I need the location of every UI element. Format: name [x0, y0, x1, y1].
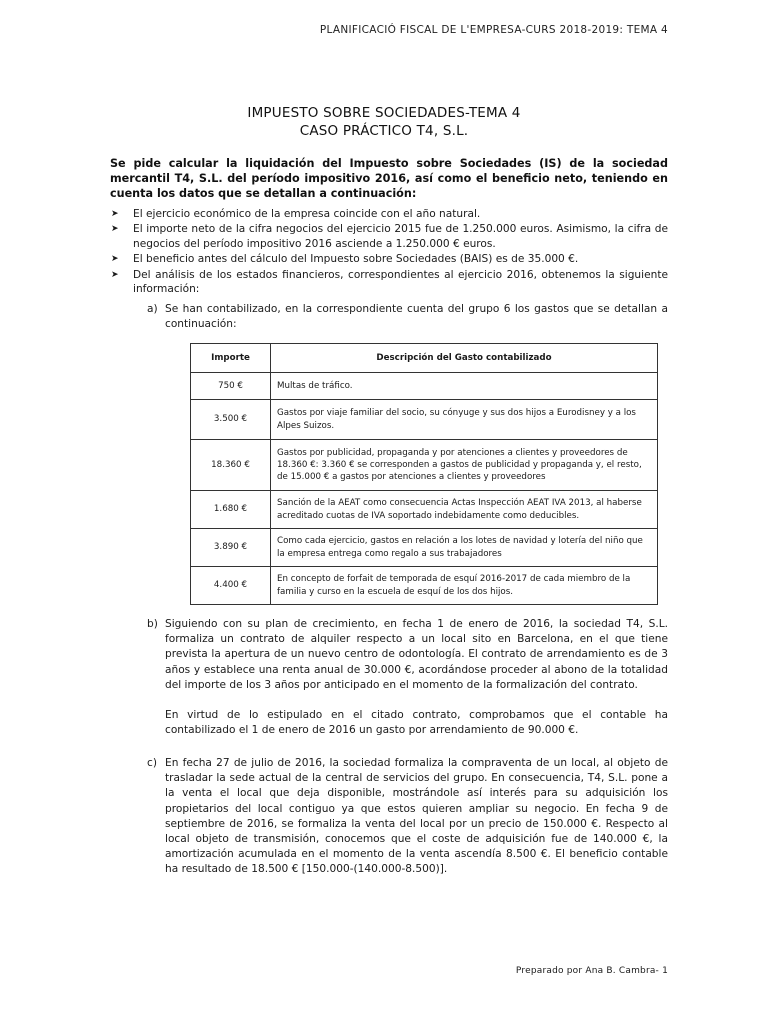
bullet-item	[111, 207, 668, 222]
bullet-item	[111, 252, 668, 267]
page-header: PLANIFICACIÓ FISCAL DE L'EMPRESA-CURS 2018-2019: TEMA 4	[319, 24, 668, 36]
bullet-item	[111, 268, 668, 298]
table-row	[191, 567, 658, 605]
page-footer: Preparado por Ana B. Cambra- 1	[515, 966, 668, 976]
bullet-item	[111, 222, 668, 252]
table-row	[191, 529, 658, 567]
arrow-right-icon: ➤	[111, 254, 119, 265]
section-c-text: En fecha 27 de julio de 2016, la sociedad formaliza la compraventa de un local, al objeto de trasladar la sede actual de la central de servicios del grupo. En consecuencia, T4, S.L. pone a la venta el local que deja disponible, mostrándole así interés para su adquisición los propietarios del local contiguo ya que estos quieren ampliar su negocio. En fecha 9 de septiembre de 2016, se formaliza la venta del local por un precio de 150.000 €. Respecto al local objeto de transmisión, conocemos que el coste de adquisición fue de 140.000 €, la amortización acumulada en el momento de la venta ascendía 8.500 €. El beneficio contable ha resultado de 18.500 € [150.000-(140.000-8.500)].	[165, 757, 668, 876]
expense-description: Multas de tráfico.	[271, 373, 658, 400]
bullet-text: El ejercicio económico de la empresa coincide con el año natural.	[133, 208, 481, 220]
data-bullet-list	[111, 207, 668, 298]
table-row	[191, 400, 658, 440]
expenses-table	[190, 343, 658, 605]
arrow-right-icon: ➤	[111, 269, 119, 280]
section-b-label: b)	[147, 618, 158, 630]
section-a-label: a)	[147, 303, 158, 315]
title-line-1: IMPUESTO SOBRE SOCIEDADES-TEMA 4	[247, 105, 521, 121]
table-row	[191, 440, 658, 491]
section-c-label: c)	[147, 757, 157, 769]
expense-description: Como cada ejercicio, gastos en relación a los lotes de navidad y lotería del niño que la empresa entrega como regalo a sus trabajadores	[271, 529, 658, 567]
table-row	[191, 491, 658, 529]
expense-amount: 1.680 €	[191, 491, 271, 529]
expense-description: Gastos por viaje familiar del socio, su cónyuge y sus dos hijos a Eurodisney y a los Alpes Suizos.	[271, 400, 658, 440]
column-header-amount: Importe	[191, 344, 271, 373]
expense-amount: 18.360 €	[191, 440, 271, 491]
bullet-text: El beneficio antes del cálculo del Impuesto sobre Sociedades (BAIS) es de 35.000 €.	[133, 253, 579, 266]
expense-amount: 4.400 €	[191, 567, 271, 605]
expense-amount: 3.890 €	[191, 529, 271, 567]
section-b-text-1: Siguiendo con su plan de crecimiento, en fecha 1 de enero de 2016, la sociedad T4, S.L. formaliza un contrato de alquiler respecto a un local sito en Barcelona, en el que tiene prevista la apertura de un nuevo centro de odontología. El contrato de arrendamiento es de 3 años y establece una renta anual de 30.000 €, acordándose proceder al abono de la totalidad del importe de los 3 años por anticipado en el momento de la formalización del contrato.	[165, 618, 668, 691]
section-b	[147, 617, 668, 738]
arrow-right-icon: ➤	[111, 224, 119, 235]
column-header-description: Descripción del Gasto contabilizado	[271, 344, 658, 373]
expense-description: Sanción de la AEAT como consecuencia Actas Inspección AEAT IVA 2013, al haberse acreditado cuotas de IVA soportado indebidamente como deducibles.	[271, 491, 658, 529]
expense-amount: 3.500 €	[191, 400, 271, 440]
table-row	[191, 373, 658, 400]
expense-amount: 750 €	[191, 373, 271, 400]
expense-description: En concepto de forfait de temporada de esquí 2016-2017 de cada miembro de la familia y curso en la escuela de esquí de los dos hijos.	[271, 567, 658, 605]
bullet-text: Del análisis de los estados financieros, correspondientes al ejercicio 2016, obtenemos la siguiente información:	[133, 268, 668, 296]
expense-description: Gastos por publicidad, propaganda y por atenciones a clientes y proveedores de 18.360 €: 3.360 € se corresponden a gastos de publicidad y propaganda y, el resto, de 15.000 € a gastos por atenciones a clientes y proveedores	[271, 440, 658, 491]
intro-paragraph: Se pide calcular la liquidación del Impuesto sobre Sociedades (IS) de la sociedad mercantil T4, S.L. del período impositivo 2016, así como el beneficio neto, teniendo en cuenta los datos que se detallan a continuación:	[110, 157, 668, 201]
section-a-text: Se han contabilizado, en la correspondiente cuenta del grupo 6 los gastos que se detallan a continuación:	[165, 303, 668, 331]
section-a	[147, 302, 668, 332]
table-header-row	[191, 344, 658, 373]
section-c	[147, 756, 668, 878]
section-b-text-2: En virtud de lo estipulado en el citado contrato, comprobamos que el contable ha contabilizado el 1 de enero de 2016 un gasto por arrendamiento de 90.000 €.	[165, 709, 668, 737]
document-title	[0, 104, 768, 140]
arrow-right-icon: ➤	[111, 209, 119, 219]
bullet-text: El importe neto de la cifra negocios del ejercicio 2015 fue de 1.250.000 euros. Asimismo, la cifra de negocios del período impositivo 2016 asciende a 1.250.000 € euros.	[133, 223, 668, 251]
title-line-2: CASO PRÁCTICO T4, S.L.	[299, 123, 469, 139]
